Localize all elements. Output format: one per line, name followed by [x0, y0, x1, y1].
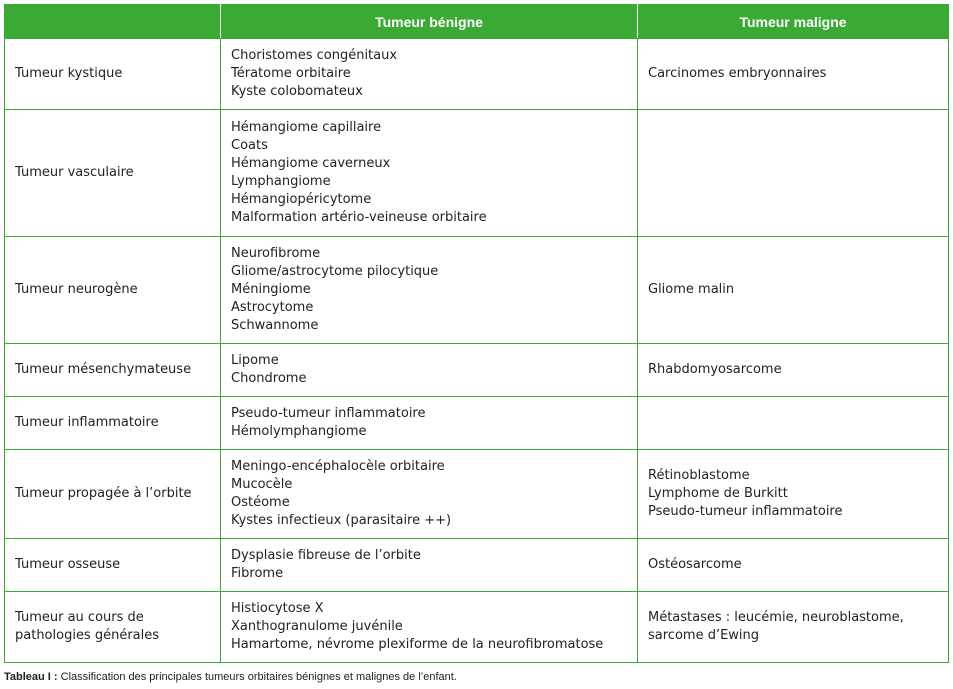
- benign-line: Schwannome: [231, 318, 319, 333]
- header-category: [5, 5, 221, 39]
- cell-benign: [221, 110, 638, 237]
- cell-malignant: [638, 39, 949, 110]
- benign-line: Hémangiopéricytome: [231, 192, 372, 207]
- benign-line: Pseudo-tumeur inflammatoire: [231, 406, 426, 421]
- category-line: Tumeur propagée à l’orbite: [15, 486, 192, 501]
- benign-line: Gliome/astrocytome pilocytique: [231, 264, 439, 279]
- cell-malignant: [638, 110, 949, 237]
- benign-line: Dysplasie fibreuse de l’orbite: [231, 548, 421, 563]
- benign-line: Coats: [231, 138, 268, 153]
- table-row: [5, 539, 949, 592]
- cell-malignant: [638, 237, 949, 344]
- cell-category: [5, 39, 221, 110]
- table-header-row: [5, 5, 949, 39]
- cell-category: [5, 450, 221, 539]
- category-line: Tumeur neurogène: [15, 282, 138, 297]
- cell-benign: [221, 237, 638, 344]
- cell-benign: [221, 450, 638, 539]
- benign-line: Neurofibrome: [231, 246, 321, 261]
- tumor-classification-table: [4, 4, 949, 663]
- benign-line: Mucocèle: [231, 477, 293, 492]
- benign-line: Lymphangiome: [231, 174, 331, 189]
- cell-category: [5, 397, 221, 450]
- header-benign: Tumeur bénigne: [221, 5, 638, 39]
- benign-line: Histiocytose X: [231, 601, 324, 616]
- malignant-line: Rhabdomyosarcome: [648, 362, 782, 377]
- malignant-line: Métastases : leucémie, neuroblastome,: [648, 610, 904, 625]
- malignant-line: Ostéosarcome: [648, 557, 742, 572]
- benign-line: Kyste colobomateux: [231, 84, 363, 99]
- cell-category: [5, 539, 221, 592]
- table-row: [5, 237, 949, 344]
- cell-category: [5, 344, 221, 397]
- cell-benign: [221, 397, 638, 450]
- benign-line: Méningiome: [231, 282, 311, 297]
- benign-line: Hémangiome capillaire: [231, 120, 382, 135]
- benign-line: Hamartome, névrome plexiforme de la neurofibromatose: [231, 637, 604, 652]
- benign-line: Malformation artério-veineuse orbitaire: [231, 210, 487, 225]
- table-row: [5, 344, 949, 397]
- caption-label: Tableau I :: [4, 671, 58, 683]
- benign-line: Lipome: [231, 353, 279, 368]
- category-line: Tumeur au cours de: [15, 610, 144, 625]
- malignant-line: Rétinoblastome: [648, 468, 750, 483]
- cell-malignant: [638, 397, 949, 450]
- header-malignant: Tumeur maligne: [638, 5, 949, 39]
- malignant-line: Carcinomes embryonnaires: [648, 66, 827, 81]
- table-body: [5, 39, 949, 663]
- table-row: [5, 397, 949, 450]
- category-line: Tumeur osseuse: [15, 557, 121, 572]
- malignant-line: Lymphome de Burkitt: [648, 486, 788, 501]
- category-line: Tumeur vasculaire: [15, 165, 134, 180]
- category-line: Tumeur inflammatoire: [15, 415, 159, 430]
- malignant-line: sarcome d’Ewing: [648, 628, 760, 643]
- category-line: Tumeur kystique: [15, 66, 123, 81]
- table-row: [5, 39, 949, 110]
- table-caption: [4, 671, 457, 683]
- cell-benign: [221, 39, 638, 110]
- category-line: pathologies générales: [15, 628, 160, 643]
- table-row: [5, 450, 949, 539]
- benign-line: Hémangiome caverneux: [231, 156, 391, 171]
- cell-category: [5, 592, 221, 663]
- category-line: Tumeur mésenchymateuse: [15, 362, 192, 377]
- benign-line: Fibrome: [231, 566, 284, 581]
- cell-benign: [221, 539, 638, 592]
- benign-line: Hémolymphangiome: [231, 424, 367, 439]
- cell-benign: [221, 592, 638, 663]
- benign-line: Chondrome: [231, 371, 307, 386]
- cell-malignant: [638, 450, 949, 539]
- cell-benign: [221, 344, 638, 397]
- benign-line: Xanthogranulome juvénile: [231, 619, 403, 634]
- cell-category: [5, 237, 221, 344]
- cell-category: [5, 110, 221, 237]
- benign-line: Kystes infectieux (parasitaire ++): [231, 513, 452, 528]
- benign-line: Astrocytome: [231, 300, 314, 315]
- malignant-line: Gliome malin: [648, 282, 735, 297]
- cell-malignant: [638, 592, 949, 663]
- caption-text: Classification des principales tumeurs orbitaires bénignes et malignes de l’enfant.: [57, 671, 457, 683]
- table-row: [5, 110, 949, 237]
- table-row: [5, 592, 949, 663]
- benign-line: Choristomes congénitaux: [231, 48, 398, 63]
- malignant-line: Pseudo-tumeur inflammatoire: [648, 504, 843, 519]
- benign-line: Ostéome: [231, 495, 290, 510]
- cell-malignant: [638, 539, 949, 592]
- benign-line: Tératome orbitaire: [231, 66, 351, 81]
- benign-line: Meningo-encéphalocèle orbitaire: [231, 459, 445, 474]
- cell-malignant: [638, 344, 949, 397]
